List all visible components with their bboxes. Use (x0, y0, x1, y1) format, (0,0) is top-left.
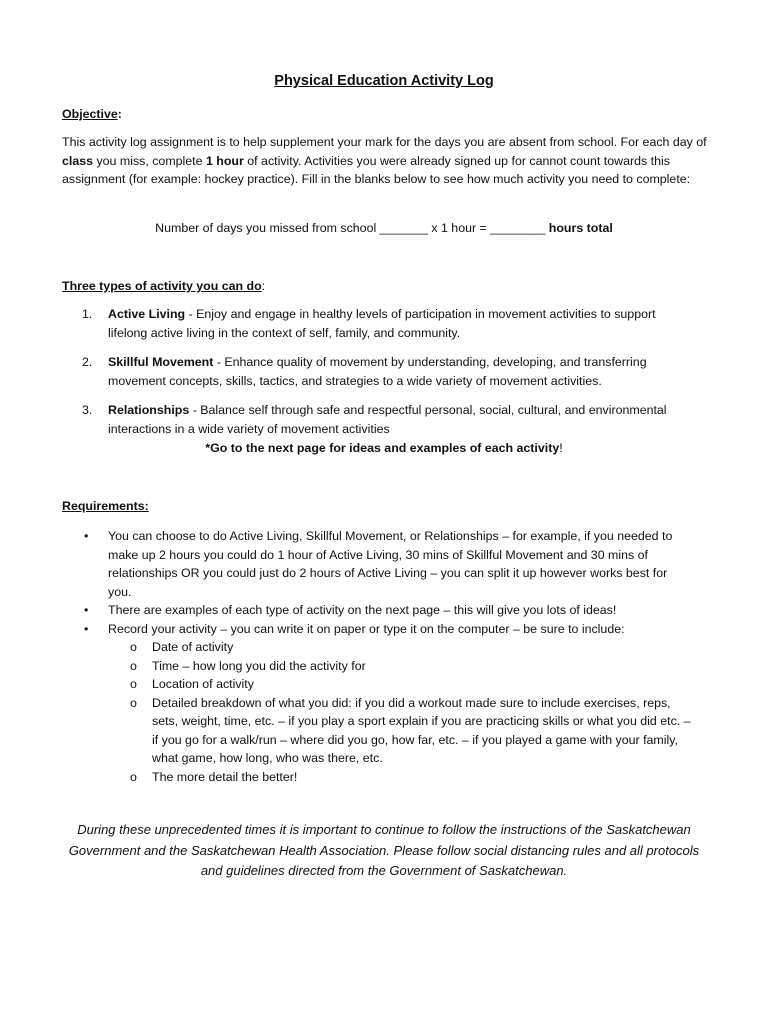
sub-list-item (108, 675, 692, 694)
activity-type-name: Relationships (108, 403, 190, 417)
types-colon: : (261, 279, 266, 293)
bullet-icon: • (84, 603, 89, 617)
list-item (62, 601, 692, 620)
hours-formula (0, 219, 768, 238)
list-item (62, 401, 682, 438)
sub-list-item (108, 694, 692, 768)
list-item (62, 305, 682, 342)
requirements-list (62, 527, 692, 786)
objective-bold-hour: 1 hour (205, 153, 244, 168)
sub-item-text: Detailed breakdown of what you did: if you did a workout made sure to include exercises, reps, sets, weight, time, etc. – if you play a sport explain if you are practicing skills or what you did etc. – if you go for a walk/run – where did you go, how far, etc. – if you played a game with your family, what game, how long, who was there, etc. (152, 695, 691, 765)
activity-type-desc: - Balance self through safe and respectful personal, social, cultural, and environmental interactions in a wide variety of movement activities (108, 403, 667, 436)
list-number: 3. (82, 403, 93, 417)
list-item (62, 620, 692, 787)
activity-type-name: Skillful Movement (108, 355, 214, 369)
sub-item-text: Time – how long you did the activity for (152, 658, 366, 673)
requirement-text: You can choose to do Active Living, Skillful Movement, or Relationships – for example, if you needed to make up 2 hours you could do 1 hour of Active Living, 30 mins of Skillful Movement and 30 mins of relationships OR you could just do 2 hours of Active Living – you can split it up however works best for you. (108, 529, 673, 599)
circle-bullet-icon: o (130, 769, 137, 784)
next-page-note (0, 439, 768, 458)
formula-text: Number of days you missed from school _______ x 1 hour = ________ (155, 221, 549, 235)
sub-list-item (108, 638, 692, 657)
requirements-heading: Requirements: (62, 499, 149, 513)
record-details-list (108, 638, 692, 786)
list-item (62, 353, 682, 390)
closing-statement: During these unprecedented times it is important to continue to follow the instructions of the Saskatchewan Government and the Saskatchewan Health Association. Please follow social distancing rules and all protocols and guidelines directed from the Government of Saskatchewan. (68, 822, 700, 878)
list-number: 1. (82, 307, 93, 321)
activity-types-list (62, 305, 682, 449)
objective-text-1: This activity log assignment is to help supplement your mark for the days you are absent from school. For each day of (62, 135, 707, 149)
objective-heading: Objective (62, 107, 118, 121)
activity-type-desc: - Enhance quality of movement by understanding, developing, and transferring movement concepts, skills, tactics, and strategies to a wide variety of movement activities. (108, 355, 647, 388)
requirement-text: Record your activity – you can write it on paper or type it on the computer – be sure to include: (108, 621, 625, 636)
bullet-icon: • (84, 529, 89, 543)
objective-paragraph (62, 133, 710, 189)
list-number: 2. (82, 355, 93, 369)
activity-type-name: Active Living (108, 307, 186, 321)
requirement-text: There are examples of each type of activity on the next page – this will give you lots of ideas! (108, 603, 617, 617)
objective-text-3: of activity. Activities you were already signed up for cannot count towards this assignment (for example: hockey practice). Fill in the blanks below to see how much activity you need to complete: (62, 153, 691, 186)
activity-type-desc: - Enjoy and engage in healthy levels of participation in movement activities to support lifelong active living in the context of self, family, and community. (108, 307, 656, 340)
bullet-icon: • (84, 621, 89, 636)
sub-list-item (108, 768, 692, 787)
objective-bold-class: class (62, 153, 94, 168)
types-heading: Three types of activity you can do (62, 279, 262, 293)
sub-item-text: The more detail the better! (152, 769, 298, 784)
sub-item-text: Date of activity (152, 640, 234, 654)
sub-item-text: Location of activity (152, 677, 254, 691)
objective-text-2: you miss, complete (93, 153, 206, 168)
formula-bold: hours total (548, 221, 613, 235)
circle-bullet-icon: o (130, 640, 137, 654)
objective-heading-block (62, 105, 122, 124)
note-bold: *Go to the next page for ideas and examples of each activity (205, 441, 560, 455)
circle-bullet-icon: o (130, 658, 137, 673)
circle-bullet-icon: o (130, 695, 137, 710)
note-end: ! (559, 441, 563, 455)
types-heading-block (62, 277, 265, 296)
page-title: Physical Education Activity Log (274, 73, 494, 89)
sub-list-item (108, 657, 692, 676)
circle-bullet-icon: o (130, 677, 137, 691)
objective-colon: : (117, 107, 122, 121)
list-item (62, 527, 692, 601)
